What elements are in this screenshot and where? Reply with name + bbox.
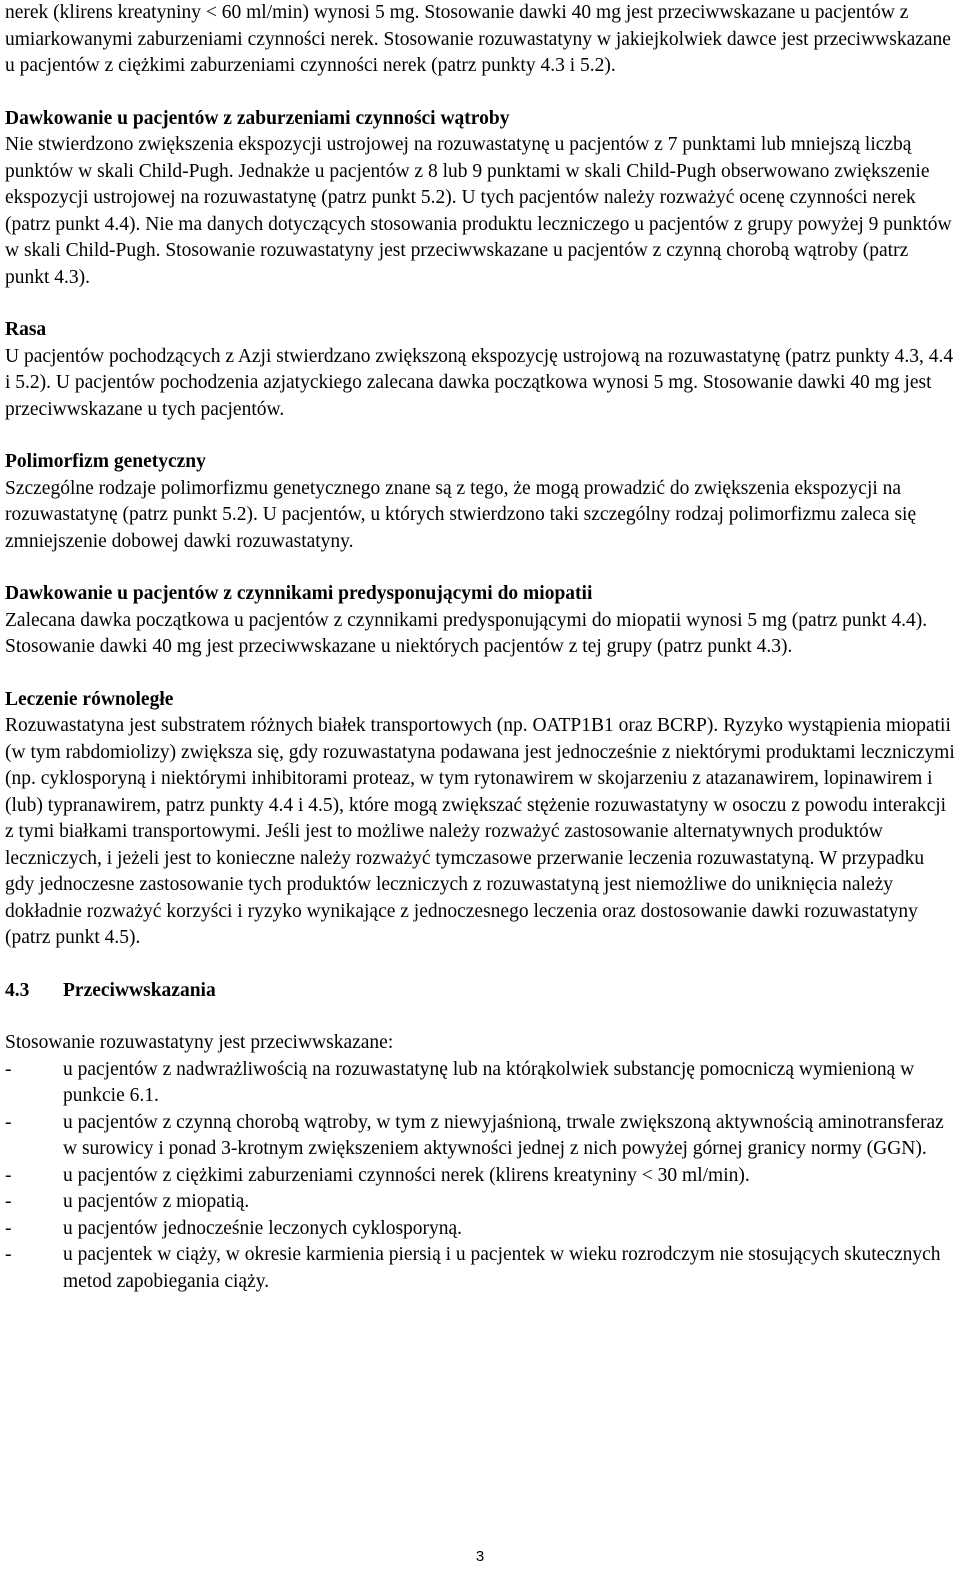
contraindications-list	[5, 1057, 955, 1296]
renal-continuation	[5, 0, 955, 80]
list-item-text: u pacjentek w ciąży, w okresie karmienia piersią i u pacjentek w wieku rozrodczym nie stosujących skutecznych metod zapobiegania ciąży.	[63, 1244, 941, 1292]
renal-paragraph: nerek (klirens kreatyniny < 60 ml/min) wynosi 5 mg. Stosowanie dawki 40 mg jest przeciwwskazane u pacjentów z umiarkowanymi zaburzeniami czynności nerek. Stosowanie rozuwastatyny w jakiejkolwiek dawce jest przeciwwskazane u pacjentów z ciężkimi zaburzeniami czynności nerek (patrz punkty 4.3 i 5.2).	[5, 2, 951, 76]
contraindications-section	[5, 1030, 955, 1295]
list-item	[5, 1163, 955, 1190]
contraindications-title	[5, 978, 955, 1005]
hepatic-heading: Dawkowanie u pacjentów z zaburzeniami czynności wątroby	[5, 107, 510, 129]
list-item-text: u pacjentów jednocześnie leczonych cyklosporyną.	[63, 1217, 463, 1239]
myopathy-section	[5, 581, 955, 661]
section-number: 4.3	[5, 979, 30, 1001]
section-title-text: Przeciwwskazania	[63, 979, 216, 1001]
myopathy-paragraph-1: Zalecana dawka początkowa u pacjentów z czynnikami predysponującymi do miopatii wynosi 5 mg (patrz punkt 4.4).	[5, 609, 928, 631]
document-page	[5, 0, 955, 1295]
list-item	[5, 1057, 955, 1110]
concomitant-heading: Leczenie równoległe	[5, 688, 174, 710]
hepatic-section	[5, 106, 955, 292]
list-item	[5, 1216, 955, 1243]
concomitant-section	[5, 687, 955, 952]
bullet-dash: -	[5, 1191, 12, 1212]
list-item-text: u pacjentów z czynną chorobą wątroby, w tym z niewyjaśnioną, trwale zwiększoną aktywnością aminotransferaz w surowicy i ponad 3-krotnym zwiększeniem aktywności jednej z nich powyżej górnej granicy normy (GGN).	[63, 1111, 944, 1159]
race-paragraph: U pacjentów pochodzących z Azji stwierdzano zwiększoną ekspozycję ustrojową na rozuwastatynę (patrz punkty 4.3, 4.4 i 5.2). U pacjentów pochodzenia azjatyckiego zalecana dawka początkowa wynosi 5 mg. Stosowanie dawki 40 mg jest przeciwwskazane u tych pacjentów.	[5, 345, 954, 420]
polymorphism-heading: Polimorfizm genetyczny	[5, 451, 206, 472]
concomitant-paragraph: Rozuwastatyna jest substratem różnych białek transportowych (np. OATP1B1 oraz BCRP). Ryzyko wystąpienia miopatii (w tym rabdomiolizy) zwiększa się, gdy rozuwastatyna podawana jest jednocześnie z niektórymi produktami leczniczymi (np. cyklosporyną i niektórymi inhibitorami proteaz, w tym rytonawirem w skojarzeniu z atazanawirem, lopinawirem i (lub) typranawirem, patrz punkty 4.4 i 4.5), które mogą zwiększać stężenie rozuwastatyny w osoczu z powodu interakcji z tymi białkami transportowymi. Jeśli jest to możliwe należy rozważyć zastosowanie alternatywnych produktów leczniczych, i jeżeli jest to konieczne należy rozważyć tymczasowe przerwanie leczenia rozuwastatyną. W przypadku gdy jednoczesne zastosowanie tych produktów leczniczych z rozuwastatyną jest niemożliwe do uniknięcia należy dokładnie rozważyć korzyści i ryzyko wynikające z jednoczesnego leczenia oraz dostosowanie dawki rozuwastatyny (patrz punkt 4.5).	[5, 715, 955, 948]
hepatic-paragraph: Nie stwierdzono zwiększenia ekspozycji ustrojowej na rozuwastatynę u pacjentów z 7 punktami lub mniejszą liczbą punktów w skali Child-Pugh. Jednakże u pacjentów z 8 lub 9 punktami w skali Child-Pugh obserwowano zwiększenie ekspozycji ustrojowej na rozuwastatynę (patrz punkt 5.2). U tych pacjentów należy rozważyć ocenę czynności nerek (patrz punkt 4.4). Nie ma danych dotyczących stosowania produktu leczniczego u pacjentów z grupy powyżej 9 punktów w skali Child-Pugh. Stosowanie rozuwastatyny jest przeciwwskazane u pacjentów z czynną chorobą wątroby (patrz punkt 4.3).	[5, 134, 952, 288]
myopathy-heading: Dawkowanie u pacjentów z czynnikami predysponującymi do miopatii	[5, 583, 593, 604]
list-item	[5, 1189, 955, 1216]
list-item	[5, 1110, 955, 1163]
list-item-text: u pacjentów z nadwrażliwością na rozuwastatynę lub na którąkolwiek substancję pomocniczą wymienioną w punkcie 6.1.	[63, 1058, 915, 1106]
polymorphism-paragraph: Szczególne rodzaje polimorfizmu genetycznego znane są z tego, że mogą prowadzić do zwiększenia ekspozycji na rozuwastatynę (patrz punkt 5.2). U pacjentów, u których stwierdzono taki szczególny rodzaj polimorfizmu zaleca się zmniejszenie dobowej dawki rozuwastatyny.	[5, 477, 917, 552]
list-item-text: u pacjentów z ciężkimi zaburzeniami czynności nerek (klirens kreatyniny < 30 ml/min).	[63, 1164, 750, 1186]
bullet-dash: -	[5, 1217, 12, 1239]
race-heading: Rasa	[5, 319, 47, 340]
contraindications-intro: Stosowanie rozuwastatyny jest przeciwwskazane:	[5, 1032, 394, 1053]
bullet-dash: -	[5, 1164, 12, 1186]
race-section	[5, 317, 955, 423]
list-item-text: u pacjentów z miopatią.	[63, 1191, 250, 1212]
bullet-dash: -	[5, 1111, 12, 1133]
polymorphism-section	[5, 449, 955, 555]
page-number: 3	[475, 1548, 485, 1565]
list-item	[5, 1242, 955, 1295]
myopathy-paragraph-2: Stosowanie dawki 40 mg jest przeciwwskazane u niektórych pacjentów z tej grupy (patrz punkt 4.3).	[5, 636, 793, 657]
bullet-dash: -	[5, 1244, 12, 1265]
bullet-dash: -	[5, 1058, 12, 1080]
